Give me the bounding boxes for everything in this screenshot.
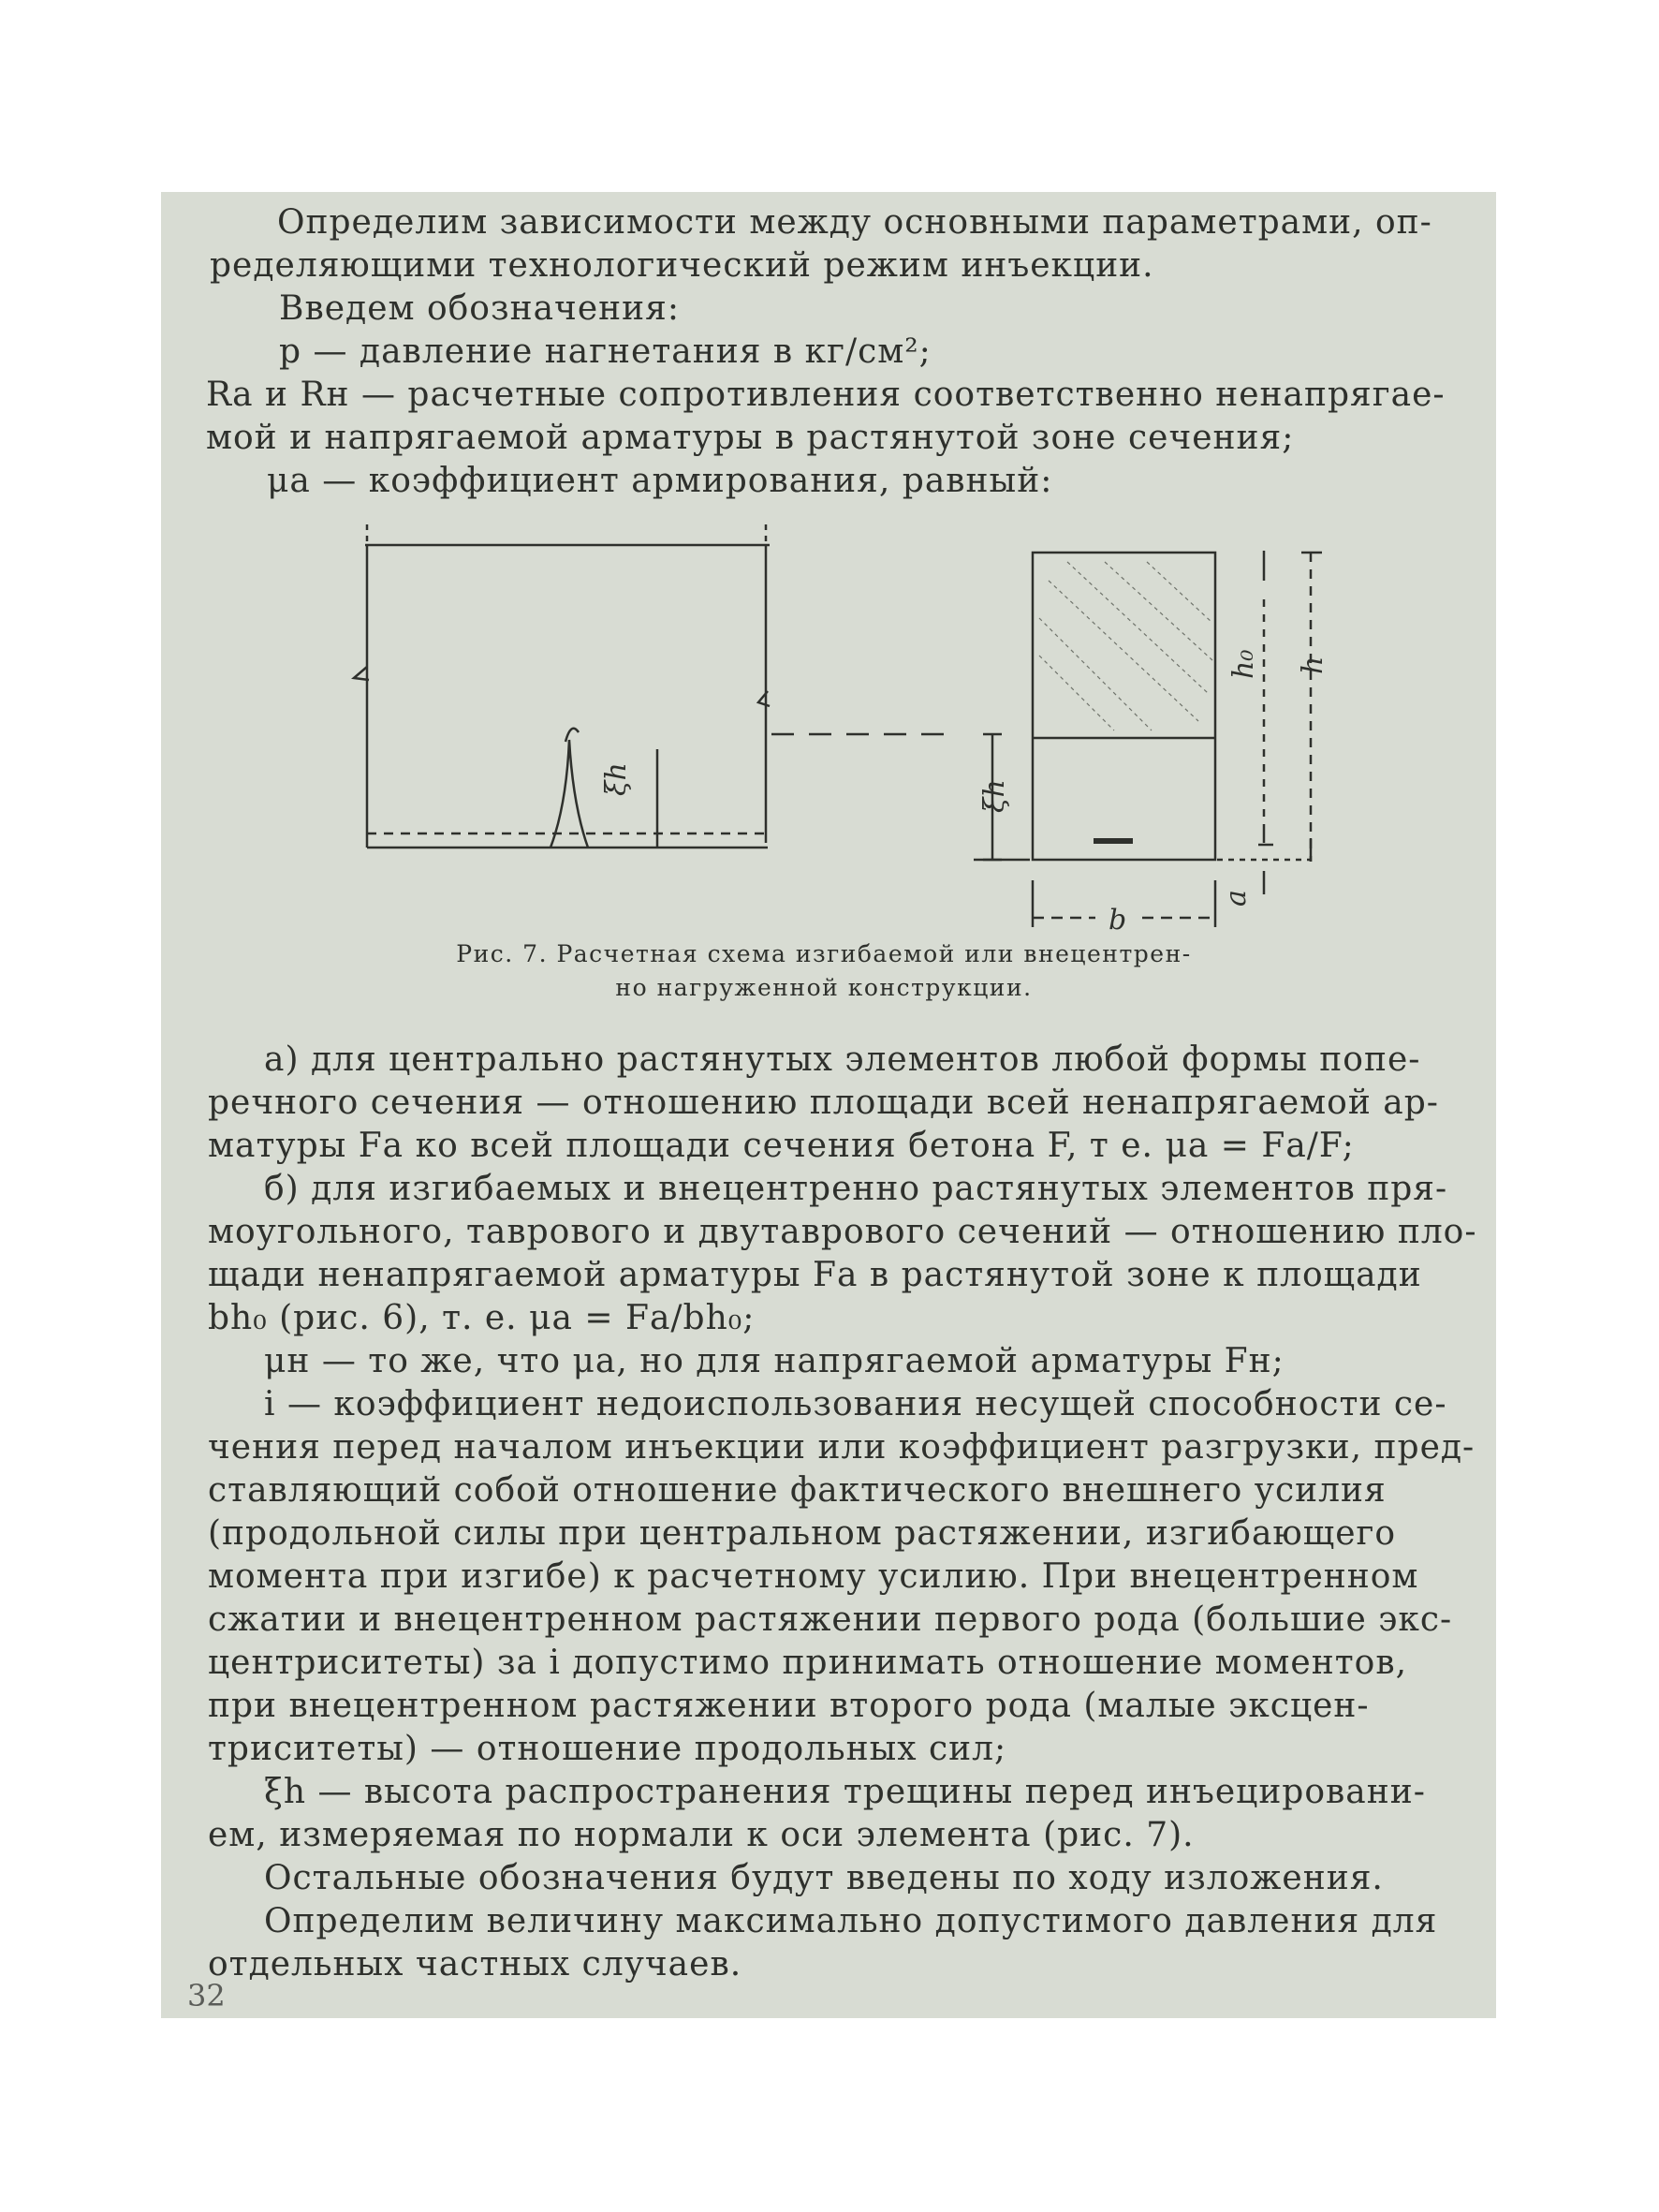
break-mark-right: [758, 691, 770, 706]
body-line-15: центриситеты) за i допустимо принимать отношение моментов,: [208, 1644, 1408, 1682]
body-line-6: щади ненапрягаемой арматуры Fа в растянутой зоне к площади: [208, 1256, 1422, 1294]
compressed-zone-hatching: [1039, 562, 1212, 730]
label-xi-h-section: ξh: [978, 779, 1011, 813]
body-line-18: ξh — высота распространения трещины перед инъецировани-: [264, 1773, 1426, 1811]
label-b: b: [1108, 904, 1127, 936]
body-line-16: при внецентренном растяжении второго рода (малые эксцен-: [208, 1687, 1370, 1725]
label-a: a: [1220, 890, 1253, 907]
label-xi-h-beam: ξh: [600, 762, 633, 796]
body-line-19: ем, измеряемая по нормали к оси элемента (рис. 7).: [208, 1816, 1195, 1854]
figure-caption-line-1: Рис. 7. Расчетная схема изгибаемой или внецентрен-: [456, 940, 1192, 967]
body-line-12: (продольной силы при центральном растяжении, изгибающего: [208, 1514, 1397, 1553]
body-line-10: чения перед началом инъекции или коэффициент разгрузки, пред-: [208, 1428, 1475, 1467]
page-number: 32: [187, 1978, 226, 2013]
text-line-6: мой и напрягаемой арматуры в растянутой зоне сечения;: [206, 419, 1295, 457]
body-line-14: сжатии и внецентренном растяжении первого рода (большие экс-: [208, 1600, 1453, 1639]
text-line-3: Введем обозначения:: [279, 289, 680, 328]
text-line-2: ределяющими технологический режим инъекции.: [210, 246, 1154, 285]
body-line-2: речного сечения — отношению площади всей ненапрягаемой ар-: [208, 1084, 1439, 1122]
body-line-3: матуры Fа ко всей площади сечения бетона F, т е. μа = Fа/F;: [208, 1127, 1355, 1165]
figure-caption-line-2: но нагруженной конструкции.: [615, 974, 1033, 1001]
body-line-4: б) для изгибаемых и внецентренно растянутых элементов пря-: [264, 1170, 1448, 1208]
text-line-4: p — давление нагнетания в кг/см²;: [279, 332, 932, 371]
cross-section-outline: [1033, 553, 1215, 860]
body-line-5: моугольного, таврового и двутаврового сечений — отношению пло-: [208, 1213, 1477, 1251]
body-line-1: а) для центрально растянутых элементов любой формы попе-: [264, 1040, 1421, 1079]
crack-outline: [551, 740, 588, 848]
body-line-21: Определим величину максимально допустимого давления для: [264, 1902, 1438, 1940]
crack-tip: [565, 729, 579, 742]
text-line-7: μа — коэффициент армирования, равный:: [267, 462, 1053, 500]
body-line-22: отдельных частных случаев.: [208, 1945, 742, 1983]
body-line-11: ставляющий собой отношение фактического внешнего усилия: [208, 1471, 1387, 1510]
body-line-7: bh₀ (рис. 6), т. е. μа = Fа/bh₀;: [208, 1299, 756, 1337]
body-line-20: Остальные обозначения будут введены по ходу изложения.: [264, 1859, 1384, 1897]
label-h: h: [1297, 656, 1329, 674]
body-line-17: триситеты) — отношение продольных сил;: [208, 1730, 1007, 1768]
body-line-13: момента при изгибе) к расчетному усилию. При внецентренном: [208, 1557, 1419, 1596]
text-line-5: Rа и Rн — расчетные сопротивления соответственно ненапрягае-: [206, 376, 1446, 414]
text-line-1: Определим зависимости между основными параметрами, оп-: [277, 203, 1432, 242]
label-h0: h₀: [1227, 649, 1260, 679]
body-line-9: i — коэффициент недоиспользования несущей способности се-: [264, 1385, 1447, 1423]
body-line-8: μн — то же, что μа, но для напрягаемой арматуры Fн;: [264, 1342, 1285, 1380]
